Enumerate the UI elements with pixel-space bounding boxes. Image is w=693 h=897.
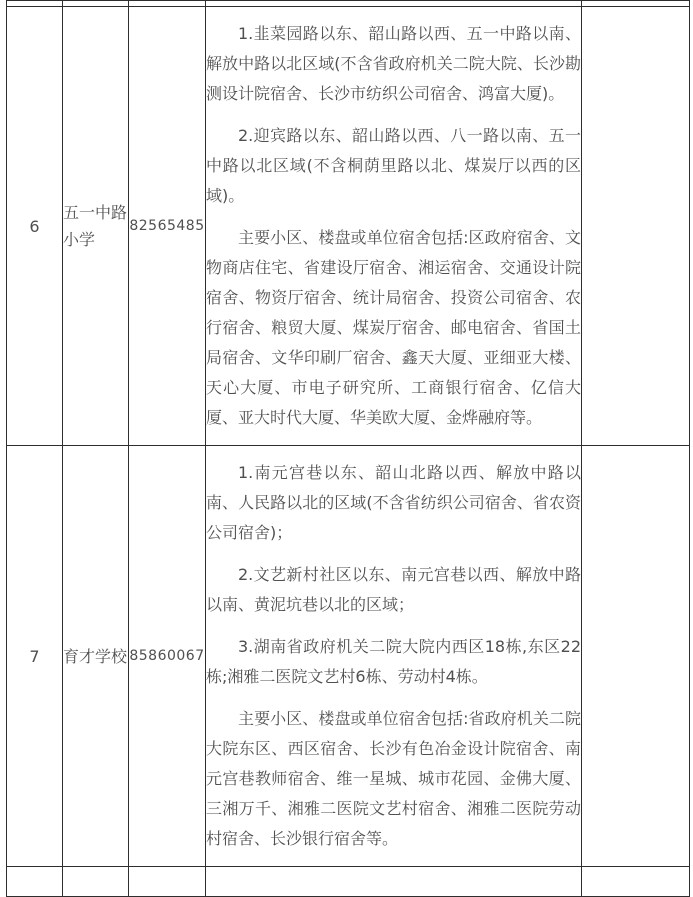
district-description xyxy=(206,7,582,446)
school-phone: 82565485 xyxy=(129,7,206,446)
empty-cell xyxy=(7,867,63,897)
district-paragraph: 主要小区、楼盘或单位宿舍包括:区政府宿舍、文物商店住宅、省建设厅宿舍、湘运宿舍、交通设计院宿舍、物资厅宿舍、统计局宿舍、投资公司宿舍、农行宿舍、粮贸大厦、煤炭厅宿舍、邮电宿舍、省国土局宿舍、文华印刷厂宿舍、鑫天大厦、亚细亚大楼、天心大厦、市电子研究所、工商银行宿舍、亿信大厦、亚大时代大厦、华美欧大厦、金烨融府等。 xyxy=(206,228,581,427)
note-cell xyxy=(582,7,690,446)
school-number: 7 xyxy=(7,446,63,867)
school-phone: 85860067 xyxy=(129,446,206,867)
table-row-school-7 xyxy=(7,446,690,867)
empty-cell xyxy=(582,867,690,897)
table-row-school-6 xyxy=(7,7,690,446)
school-name: 育才学校 xyxy=(63,446,129,867)
school-number: 6 xyxy=(7,7,63,446)
district-paragraph: 1.韭菜园路以东、韶山路以西、五一中路以南、解放中路以北区域(不含省政府机关二院大院、长沙勘测设计院宿舍、长沙市纺织公司宿舍、鸿富大厦)。 xyxy=(206,24,581,103)
empty-cell xyxy=(129,867,206,897)
district-paragraph: 3.湖南省政府机关二院大院内西区18栋,东区22栋;湘雅二医院文艺村6栋、劳动村4栋。 xyxy=(206,637,581,686)
empty-cell xyxy=(206,867,582,897)
district-paragraph: 主要小区、楼盘或单位宿舍包括:省政府机关二院大院东区、西区宿舍、长沙有色冶金设计院宿舍、南元宫巷教师宿舍、维一星城、城市花园、金佛大厦、三湘万千、湘雅二医院文艺村宿舍、湘雅二医院劳动村宿舍、长沙银行宿舍等。 xyxy=(206,709,581,848)
table-row-partial-bottom xyxy=(7,867,690,897)
district-description xyxy=(206,446,582,867)
note-cell xyxy=(582,446,690,867)
school-district-table xyxy=(6,0,690,897)
district-paragraph: 1.南元宫巷以东、韶山北路以西、解放中路以南、人民路以北的区域(不含省纺织公司宿舍、省农资公司宿舍)； xyxy=(206,463,581,542)
school-name: 五一中路小学 xyxy=(63,7,129,446)
district-paragraph: 2.文艺新村社区以东、南元宫巷以西、解放中路以南、黄泥坑巷以北的区域； xyxy=(206,565,581,614)
district-paragraph: 2.迎宾路以东、韶山路以西、八一路以南、五一中路以北区域(不含桐荫里路以北、煤炭厅以西的区域)。 xyxy=(206,126,581,205)
empty-cell xyxy=(63,867,129,897)
